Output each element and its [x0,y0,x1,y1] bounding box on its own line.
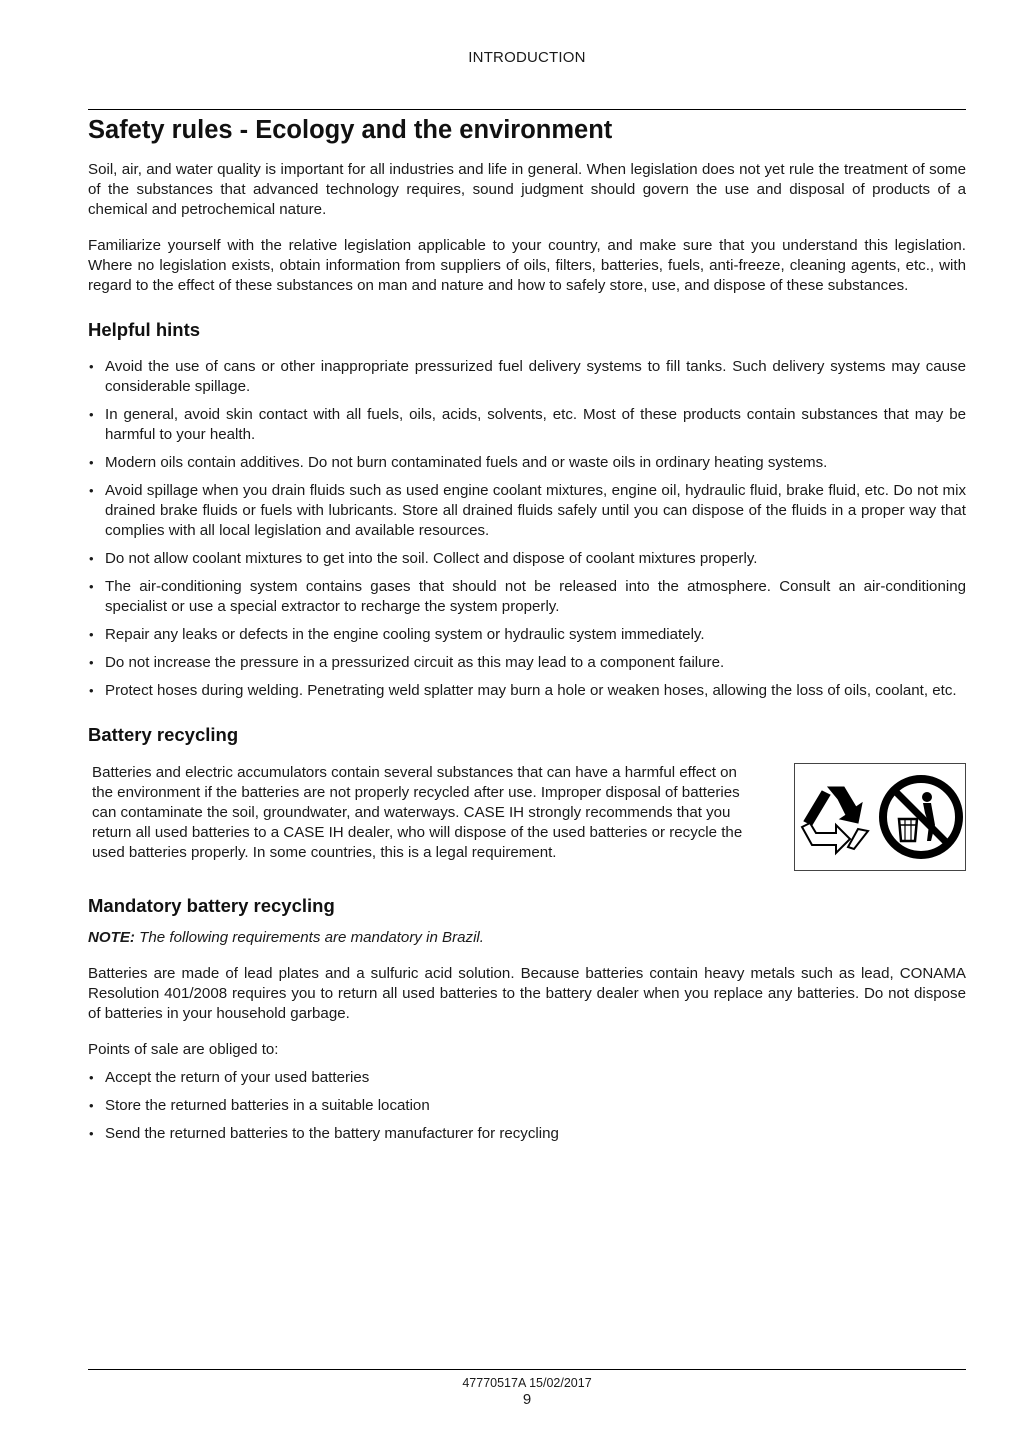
points-intro: Points of sale are obliged to: [88,1041,279,1058]
battery-recycling-heading: Battery recycling [88,724,239,745]
list-item: • Modern oils contain additives. Do not burn contaminated fuels and or waste oils in ordinary heating systems. [89,454,828,471]
header-rule [88,109,966,110]
intro-paragraph-2: Familiarize yourself with the relative legislation applicable to your country, and make sure that you understand this legislation. Where no legislation exists, obtain information from suppliers of oils, filters, batteries, fuels, anti-freeze, cleaning agents, etc., with regard to the effect of these substances on man and nature and how to safely store, use, and dispose of these substances. [88,237,966,294]
list-item: • Accept the return of your used batteries [89,1069,370,1086]
bullet-icon: • [89,455,94,470]
bullet-icon: • [89,1098,94,1113]
list-item: • Do not allow coolant mixtures to get into the soil. Collect and dispose of coolant mixtures properly. [89,550,758,567]
note-text: The following requirements are mandatory in Brazil. [139,929,484,946]
bullet-icon: • [89,1070,94,1085]
document-code: 47770517A 15/02/2017 [462,1376,592,1390]
page-title: Safety rules - Ecology and the environment [88,116,613,144]
list-item: • In general, avoid skin contact with all fuels, oils, acids, solvents, etc. Most of these products contain substances that may be harmful to your health. [89,406,966,443]
bullet-icon: • [89,683,94,698]
bullet-icon: • [89,359,94,374]
list-item: • The air-conditioning system contains gases that should not be released into the atmosphere. Consult an air-conditioning specialist or use a special extractor to recharge the system properly. [89,578,966,615]
footer-rule [88,1369,966,1370]
bullet-icon: • [89,1126,94,1141]
list-item: • Send the returned batteries to the battery manufacturer for recycling [89,1125,559,1142]
page-number: 9 [522,1391,532,1408]
battery-recycling-block [88,763,966,871]
bullet-icon: • [89,627,94,642]
bullet-icon: • [89,579,94,594]
note [88,928,966,948]
list-item: • Repair any leaks or defects in the engine cooling system or hydraulic system immediately. [89,626,705,643]
bullet-icon: • [89,551,94,566]
battery-recycling-text: Batteries and electric accumulators contain several substances that can have a harmful effect on the environment if the batteries are not properly recycled after use. Improper disposal of batteries can contaminate the soil, groundwater, and waterways. CASE IH strongly recommends that you return all used batteries to a CASE IH dealer, who will dispose of the used batteries or recycle the used batteries properly. In some countries, this is a legal requirement. [92,764,743,861]
recycle-icon [796,769,964,865]
list-item: • Store the returned batteries in a suitable location [89,1097,430,1114]
list-item: • Do not increase the pressure in a pressurized circuit as this may lead to a component failure. [89,654,725,671]
running-header: INTRODUCTION [468,49,586,66]
list-item: • Avoid spillage when you drain fluids such as used engine coolant mixtures, engine oil, hydraulic fluid, brake fluid, etc. Do not mix drained brake fluids or fuels with lubricants. Store all drained fluids safely until you can dispose of the fluids in a proper way that complies with all local legislation and available resources. [89,482,966,539]
note-label: NOTE: [88,929,135,946]
recycling-symbols-image [794,763,966,871]
helpful-hints-list [88,357,966,701]
bullet-icon: • [89,655,94,670]
page-content [88,113,966,1144]
helpful-hints-heading: Helpful hints [88,319,201,340]
mandatory-recycling-heading: Mandatory battery recycling [88,895,335,916]
bullet-icon: • [89,407,94,422]
points-list [88,1068,966,1144]
no-trash-bin-icon [883,779,959,855]
intro-paragraph-1: Soil, air, and water quality is important for all industries and life in general. When legislation does not yet rule the treatment of some of the substances that advanced technology requires, sound judgment should govern the use and disposal of products of a chemical and petrochemical nature. [88,161,966,218]
list-item: • Protect hoses during welding. Penetrating weld splatter may burn a hole or weaken hoses, allowing the loss of oils, coolant, etc. [89,682,957,699]
mandatory-paragraph: Batteries are made of lead plates and a sulfuric acid solution. Because batteries contain heavy metals such as lead, CONAMA Resolution 401/2008 requires you to return all used batteries to the battery dealer when you replace any batteries. Do not dispose of batteries in your household garbage. [88,965,966,1022]
list-item: • Avoid the use of cans or other inappropriate pressurized fuel delivery systems to fill tanks. Such delivery systems may cause considerable spillage. [89,358,966,395]
bullet-icon: • [89,483,94,498]
